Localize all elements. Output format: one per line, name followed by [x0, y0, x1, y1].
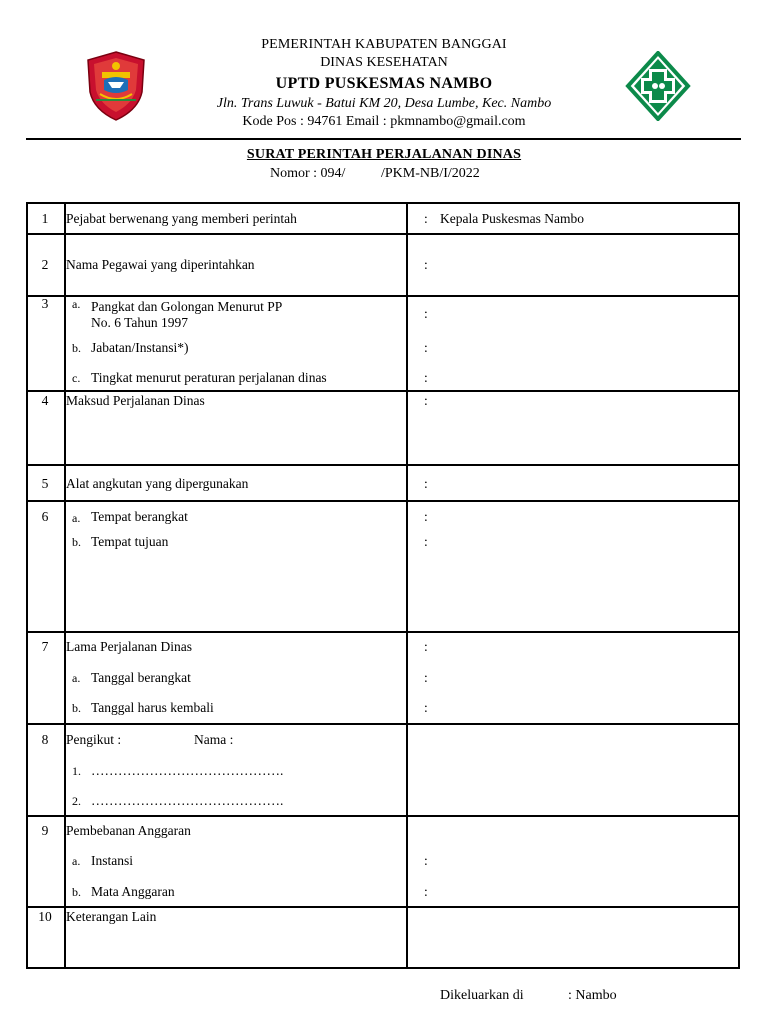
- row-label-rank: Pangkat dan Golongan Menurut PP: [91, 299, 283, 314]
- row-label-position: Jabatan/Instansi*): [91, 340, 189, 355]
- row-divider: [26, 815, 740, 817]
- list-item-mark: 2.: [72, 794, 81, 808]
- row-label-transport: Alat angkutan yang dipergunakan: [66, 476, 249, 491]
- row-label-rank-regulation: No. 6 Tahun 1997: [91, 315, 189, 330]
- row-divider: [26, 500, 740, 502]
- sub-mark: a.: [72, 511, 81, 525]
- row-colon: :: [424, 534, 428, 549]
- list-item-mark: 1.: [72, 764, 81, 778]
- row-number: 7: [41, 639, 49, 654]
- column-divider-number: [64, 202, 66, 969]
- nomor-suffix: /PKM-NB/I/2022: [381, 166, 480, 181]
- column-divider-value: [406, 202, 408, 969]
- row-label-destination: Tempat tujuan: [91, 534, 169, 549]
- issued-at-value: : Nambo: [568, 988, 617, 1003]
- sub-mark: a.: [72, 671, 81, 685]
- row-label-travel-level: Tingkat menurut peraturan perjalanan dinas: [91, 370, 327, 385]
- row-colon: :: [424, 670, 428, 685]
- header-divider: [26, 138, 741, 140]
- sub-mark: b.: [72, 701, 81, 715]
- row-divider: [26, 631, 740, 633]
- header-government: PEMERINTAH KABUPATEN BANGGAI: [261, 37, 507, 52]
- row-label-purpose: Maksud Perjalanan Dinas: [66, 393, 205, 408]
- row-colon: :: [424, 884, 428, 899]
- header-address: Jln. Trans Luwuk - Batui KM 20, Desa Lumbe, Kec. Nambo: [216, 96, 552, 111]
- row-colon: :: [424, 211, 428, 226]
- document-title: SURAT PERINTAH PERJALANAN DINAS: [246, 147, 522, 162]
- row-label-other-notes: Keterangan Lain: [66, 909, 157, 924]
- row-number: 8: [41, 732, 49, 747]
- row-colon: :: [424, 509, 428, 524]
- companion-fill-line: …………………………………….: [91, 763, 284, 778]
- row-divider: [26, 723, 740, 725]
- authority-value: Kepala Puskesmas Nambo: [440, 211, 584, 226]
- row-number: 6: [41, 509, 49, 524]
- row-number: 2: [41, 257, 49, 272]
- row-number: 10: [38, 909, 52, 924]
- sub-mark: b.: [72, 535, 81, 549]
- nomor-label: Nomor : 094/: [270, 166, 346, 181]
- row-label-budget-account: Mata Anggaran: [91, 884, 175, 899]
- row-colon: :: [424, 306, 428, 321]
- row-number: 9: [41, 823, 49, 838]
- row-number: 5: [41, 476, 49, 491]
- companion-fill-line: …………………………………….: [91, 793, 284, 808]
- row-divider: [26, 295, 740, 297]
- row-colon: :: [424, 393, 428, 408]
- header-contact: Kode Pos : 94761 Email : pkmnambo@gmail.com: [242, 114, 526, 129]
- row-label-departure-place: Tempat berangkat: [91, 509, 188, 524]
- row-colon: :: [424, 700, 428, 715]
- row-divider: [26, 233, 740, 235]
- row-label-budget: Pembebanan Anggaran: [66, 823, 191, 838]
- row-label-companion-name: Nama :: [194, 732, 234, 747]
- row-number: 4: [41, 393, 49, 408]
- row-colon: :: [424, 370, 428, 385]
- issued-at-label: Dikeluarkan di: [440, 988, 524, 1003]
- row-label-employee-name: Nama Pegawai yang diperintahkan: [66, 257, 255, 272]
- row-label-authority: Pejabat berwenang yang memberi perintah: [66, 211, 297, 226]
- row-colon: :: [424, 476, 428, 491]
- sub-mark: b.: [72, 341, 81, 355]
- row-divider: [26, 390, 740, 392]
- sub-mark: c.: [72, 371, 81, 385]
- row-colon: :: [424, 853, 428, 868]
- row-label-departure-date: Tanggal berangkat: [91, 670, 191, 685]
- row-colon: :: [424, 340, 428, 355]
- row-label-agency: Instansi: [91, 853, 133, 868]
- row-colon: :: [424, 257, 428, 272]
- row-colon: :: [424, 639, 428, 654]
- sub-mark: a.: [72, 297, 81, 311]
- header-unit-name: UPTD PUSKESMAS NAMBO: [275, 75, 493, 92]
- sub-mark: a.: [72, 854, 81, 868]
- row-label-return-date: Tanggal harus kembali: [91, 700, 214, 715]
- row-label-duration: Lama Perjalanan Dinas: [66, 639, 192, 654]
- row-divider: [26, 464, 740, 466]
- row-number: 1: [41, 211, 49, 226]
- sub-mark: b.: [72, 885, 81, 899]
- row-label-companions: Pengikut :: [66, 732, 122, 747]
- row-divider: [26, 906, 740, 908]
- header-department: DINAS KESEHATAN: [320, 55, 448, 70]
- row-number: 3: [41, 296, 49, 311]
